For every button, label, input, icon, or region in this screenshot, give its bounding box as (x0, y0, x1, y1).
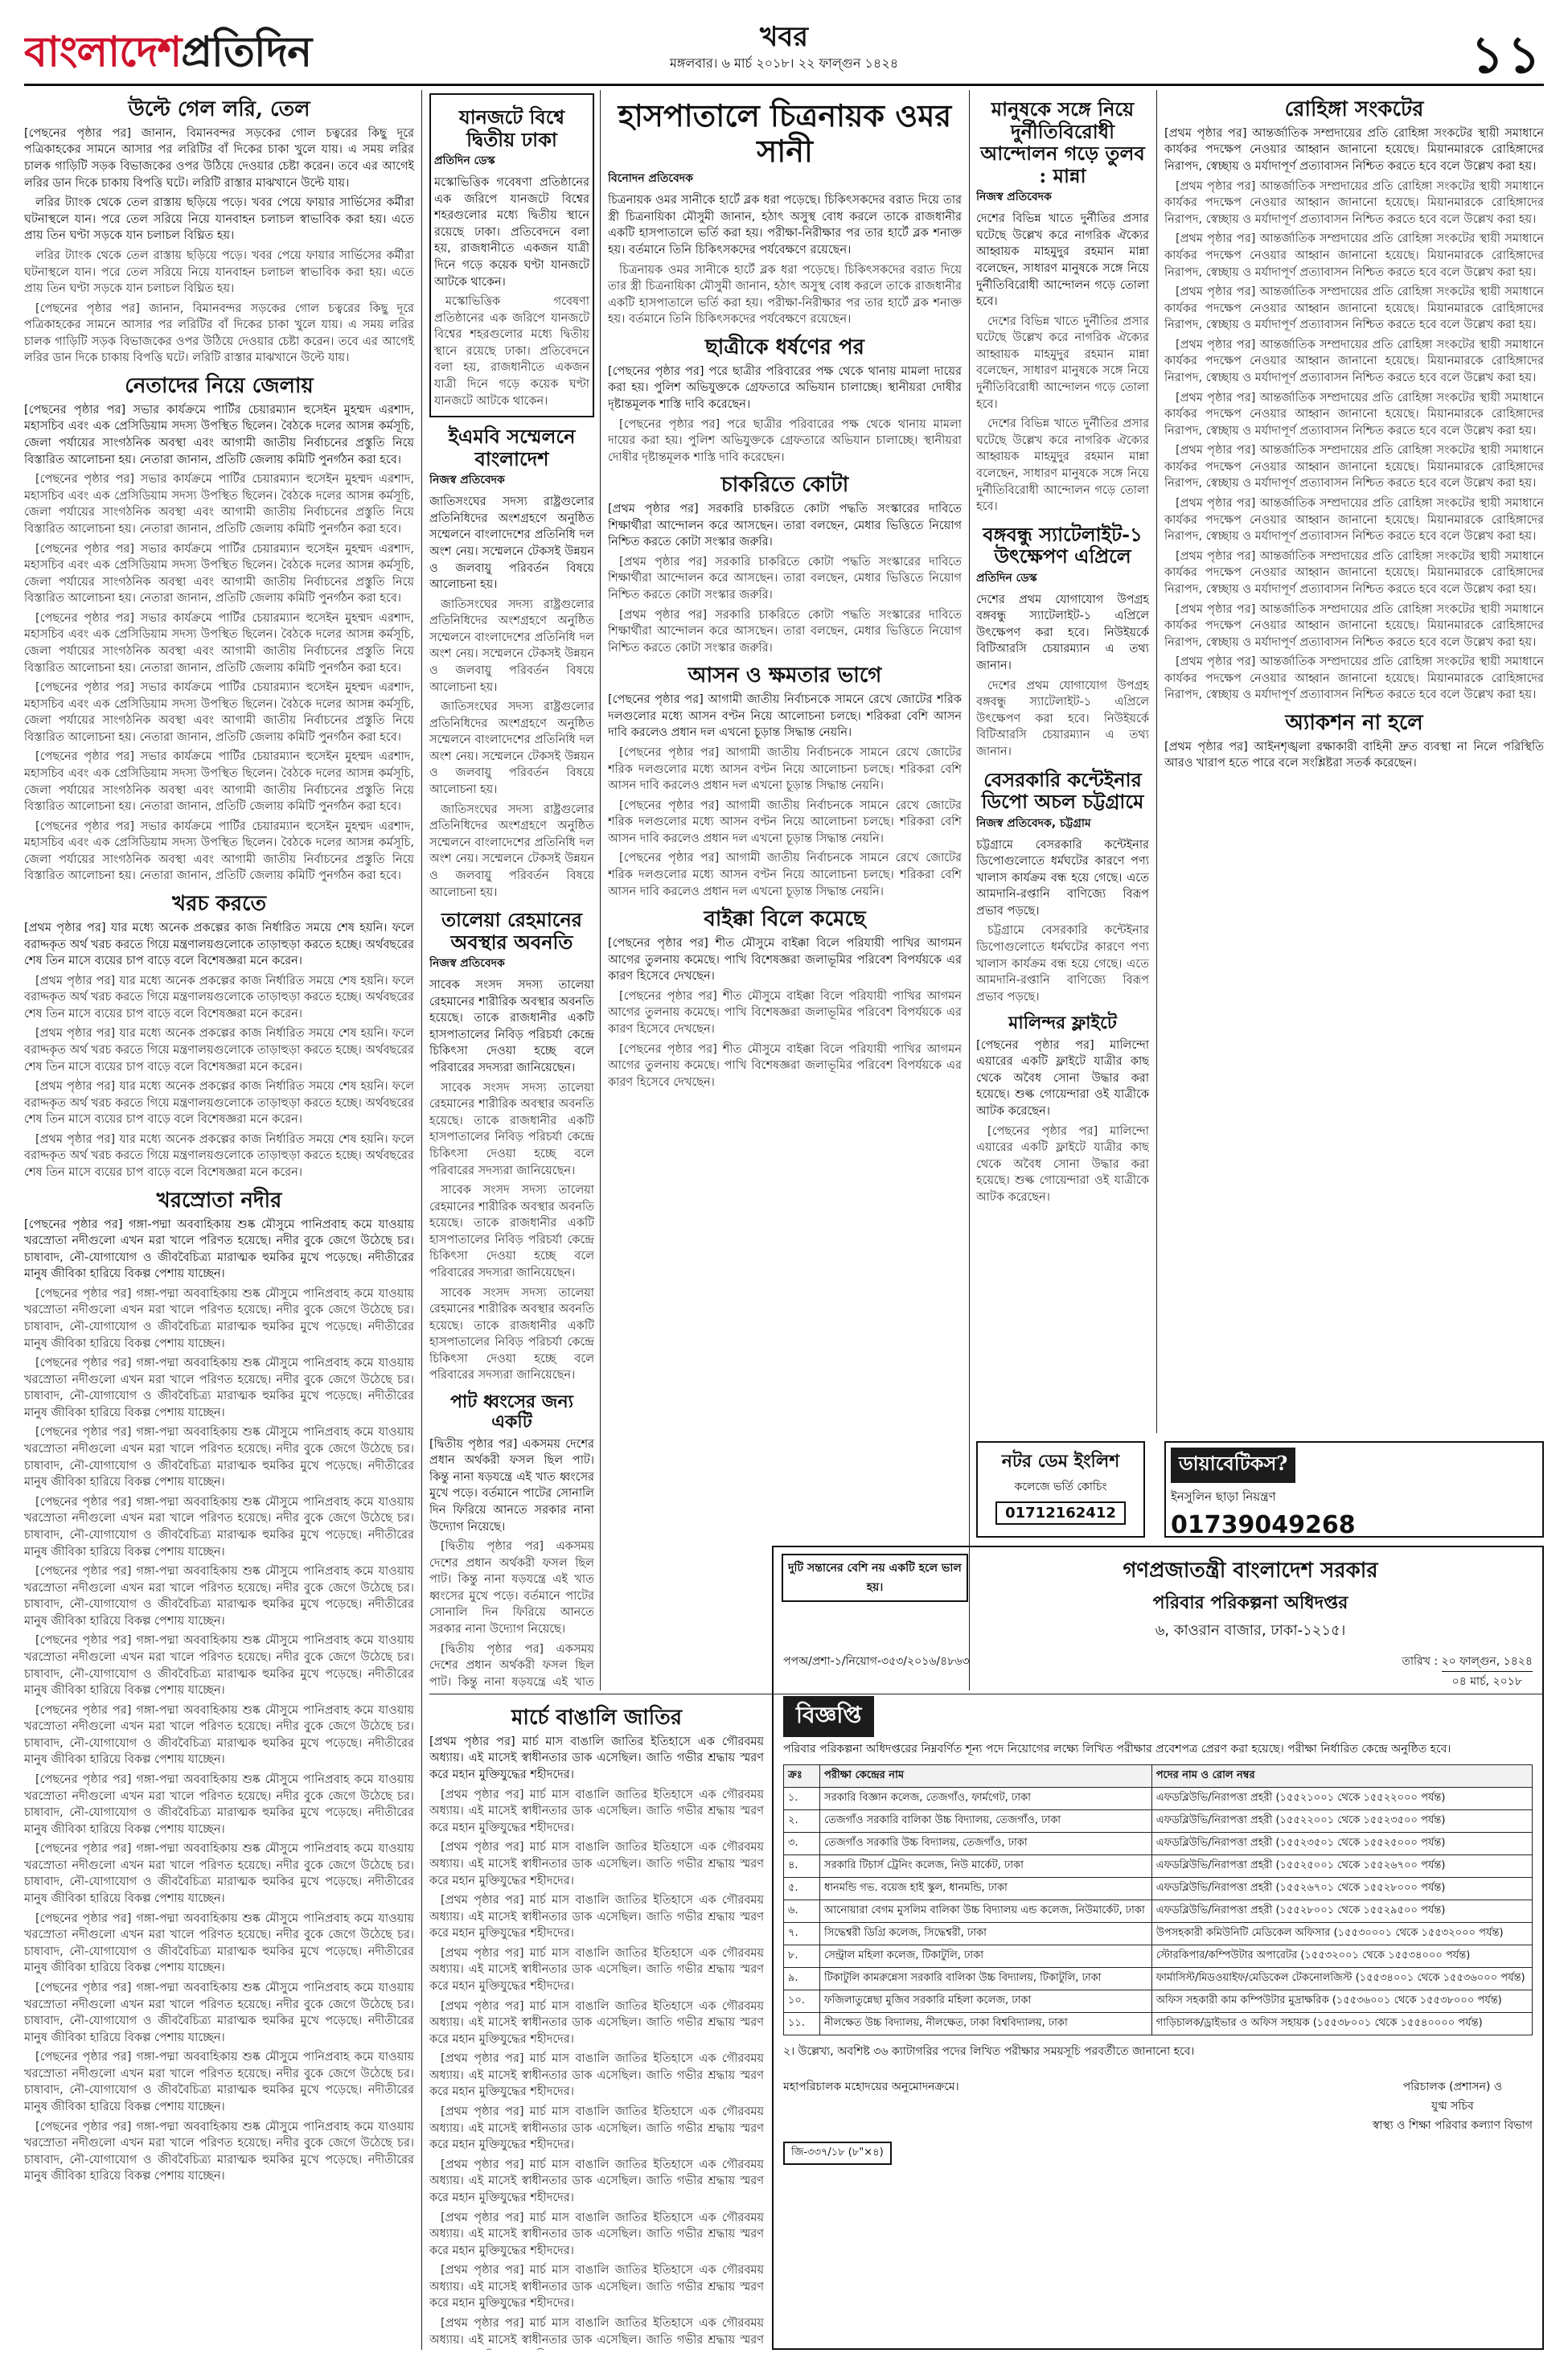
table-cell: এফডব্লিউভি/নিরাপত্তা প্রহরী (১৫৫২২০০১ থেকে ১৫৫২৩৫০০ পর্যন্ত) (1151, 1809, 1532, 1832)
article-text: [পেছনের পৃষ্ঠার পর] গঙ্গা-পদ্মা অববাহিকায় শুষ্ক মৌসুমে পানিপ্রবাহ কমে যাওয়ায় খরস্রোতা নদীগুলো এখন মরা খালে পরিণত হয়েছে। নদীর বুকে জেগে উঠেছে চর। চাষাবাদ, নৌ-যোগাযোগ ও জীববৈচিত্র্য মারাত্মক হুমকির মুখে পড়েছে। নদীতীরের মানুষ জীবিকা হারিয়ে বিকল্প পেশায় যাচ্ছেন। (24, 1912, 414, 1975)
article-text: [পেছনের পৃষ্ঠার পর] আগামী জাতীয় নির্বাচনকে সামনে রেখে জোটের শরিক দলগুলোর মধ্যে আসন বণ্টন নিয়ে আলোচনা চলছে। শরিকরা বেশি আসন দাবি করলেও প্রধান দল এখনো চূড়ান্ত সিদ্ধান্ত নেয়নি। (608, 745, 962, 793)
article-text: [পেছনের পৃষ্ঠার পর] মালিন্দো এয়ারের একটি ফ্লাইটে যাত্রীর কাছ থেকে অবৈধ সোনা উদ্ধার করা হয়েছে। শুল্ক গোয়েন্দারা ওই যাত্রীকে আটক করেছেন। (976, 1124, 1149, 1204)
article-text: [প্রথম পৃষ্ঠার পর] মার্চ মাস বাঙালি জাতির ইতিহাসে এক গৌরবময় অধ্যায়। এই মাসেই স্বাধীনতার ডাক এসেছিল। জাতি গভীর শ্রদ্ধায় স্মরণ করে মহান মুক্তিযুদ্ধের শহীদদের। (429, 1735, 764, 1782)
table-row (784, 1832, 1533, 1854)
boxed-story (429, 93, 594, 417)
byline: প্রতিদিন ডেস্ক (434, 154, 495, 168)
government-notice (772, 1546, 1544, 2350)
headline[interactable]: যানজটে বিশ্বে দ্বিতীয় ঢাকা (458, 105, 565, 151)
article-text: দেশের বিভিন্ন খাতে দুর্নীতির প্রসার ঘটেছে উল্লেখ করে নাগরিক ঐক্যের আহ্বায়ক মাহমুদুর রহমান মান্না বলেছেন, সাধারণ মানুষকে সঙ্গে নিয়ে দুর্নীতিবিরোধী আন্দোলন গড়ে তোলা হবে। (976, 314, 1149, 411)
table-cell: ১০. (784, 1990, 820, 2012)
article-text: [পেছনের পৃষ্ঠার পর] শীত মৌসুমে বাইক্কা বিলে পরিযায়ী পাখির আগমন আগের তুলনায় কমেছে। পাখি বিশেষজ্ঞরা জলাভূমির পরিবেশ বিপর্যয়কে এর কারণ হিসেবে দেখছেন। (608, 1042, 962, 1089)
article-text: [প্রথম পৃষ্ঠার পর] আন্তর্জাতিক সম্প্রদায়ের প্রতি রোহিঙ্গা সংকটের স্থায়ী সমাধানে কার্যকর পদক্ষেপ নেওয়ার আহ্বান জানানো হয়েছে। মিয়ানমারকে রোহিঙ্গাদের নিরাপদ, স্বেচ্ছায় ও মর্যাদাপূর্ণ প্রত্যাবাসন নিশ্চিত করতে হবে বলে উল্লেখ করা হয়। (1164, 338, 1544, 384)
table-row (784, 1787, 1533, 1809)
column-divider (600, 90, 601, 1690)
table-cell: গাড়িচালক/ড্রাইভার ও অফিস সহায়ক (১৫৫৩৮০০১ থেকে ১৫৫৪০০০০ পর্যন্ত) (1151, 2012, 1532, 2035)
column-2 (429, 90, 594, 1690)
article-text: চট্টগ্রামে বেসরকারি কন্টেইনার ডিপোগুলোতে ধর্মঘটের কারণে পণ্য খালাস কার্যক্রম বন্ধ হয়ে গেছে। এতে আমদানি-রপ্তানি বাণিজ্যে বিরূপ প্রভাব পড়ছে। (976, 924, 1149, 1004)
article-text: [পেছনের পৃষ্ঠার পর] আগামী জাতীয় নির্বাচনকে সামনে রেখে জোটের শরিক দলগুলোর মধ্যে আসন বণ্টন নিয়ে আলোচনা চলছে। শরিকরা বেশি আসন দাবি করলেও প্রধান দল এখনো চূড়ান্ত সিদ্ধান্ত নেয়নি। (608, 852, 962, 898)
article-text: [পেছনের পৃষ্ঠার পর] গঙ্গা-পদ্মা অববাহিকায় শুষ্ক মৌসুমে পানিপ্রবাহ কমে যাওয়ায় খরস্রোতা নদীগুলো এখন মরা খালে পরিণত হয়েছে। নদীর বুকে জেগে উঠেছে চর। চাষাবাদ, নৌ-যোগাযোগ ও জীববৈচিত্র্য মারাত্মক হুমকির মুখে পড়েছে। নদীতীরের মানুষ জীবিকা হারিয়ে বিকল্প পেশায় যাচ্ছেন। (24, 2051, 414, 2113)
column-divider (1156, 90, 1157, 1433)
logo-part2: প্রতিদিন (181, 27, 312, 74)
article-text: [পেছনের পৃষ্ঠার পর] গঙ্গা-পদ্মা অববাহিকায় শুষ্ক মৌসুমে পানিপ্রবাহ কমে যাওয়ায় খরস্রোতা নদীগুলো এখন মরা খালে পরিণত হয়েছে। নদীর বুকে জেগে উঠেছে চর। চাষাবাদ, নৌ-যোগাযোগ ও জীববৈচিত্র্য মারাত্মক হুমকির মুখে পড়েছে। নদীতীরের মানুষ জীবিকা হারিয়ে বিকল্প পেশায় যাচ্ছেন। (24, 2120, 414, 2183)
article-text: [প্রথম পৃষ্ঠার পর] মার্চ মাস বাঙালি জাতির ইতিহাসে এক গৌরবময় অধ্যায়। এই মাসেই স্বাধীনতার ডাক এসেছিল। জাতি গভীর শ্রদ্ধায় স্মরণ করে মহান মুক্তিযুদ্ধের শহীদদের। (429, 2158, 764, 2204)
article-text: [পেছনের পৃষ্ঠার পর] জানান, বিমানবন্দর সড়কের গোল চত্বরের কিছু দূরে পত্রিকাহকের সামনে আসার পর লরিটির বাঁ দিকের চাকা খুলে যায়। এ সময় লরির চালক গাড়িটি সড়ক বিভাজকের ওপর উঠিয়ে দেওয়ার চেষ্টা করেন। তবে এর আগেই লরির ডান দিকে চাকায় বিপত্তি ঘটে। লরিটি রাস্তার মাঝখানে উল্টে যায়। (24, 126, 414, 190)
table-cell: ৭. (784, 1922, 820, 1945)
table-cell: টিকাটুলি কামরুন্নেসা সরকারি বালিকা উচ্চ বিদ্যালয়, টিকাটুলি, ঢাকা (820, 1967, 1152, 1990)
article-text: [পেছনের পৃষ্ঠার পর] আগামী জাতীয় নির্বাচনকে সামনে রেখে জোটের শরিক দলগুলোর মধ্যে আসন বণ্টন নিয়ে আলোচনা চলছে। শরিকরা বেশি আসন দাবি করলেও প্রধান দল এখনো চূড়ান্ত সিদ্ধান্ত নেয়নি। (608, 693, 962, 740)
notice-department: পরিবার পরিকল্পনা অধিদপ্তর (1152, 1592, 1348, 1613)
table-row (784, 2012, 1533, 2035)
article-text: সাবেক সংসদ সদস্য তালেয়া রেহমানের শারীরিক অবস্থার অবনতি হয়েছে। তাকে রাজধানীর একটি হাসপাতালের নিবিড় পরিচর্যা কেন্দ্রে চিকিৎসা দেওয়া হচ্ছে বলে পরিবারের সদস্যরা জানিয়েছেন। (429, 1184, 594, 1279)
logo-part1: বাংলাদেশ (24, 27, 182, 74)
table-cell: ৬. (784, 1900, 820, 1922)
article-text: [প্রথম পৃষ্ঠার পর] আন্তর্জাতিক সম্প্রদায়ের প্রতি রোহিঙ্গা সংকটের স্থায়ী সমাধানে কার্যকর পদক্ষেপ নেওয়ার আহ্বান জানানো হয়েছে। মিয়ানমারকে রোহিঙ্গাদের নিরাপদ, স্বেচ্ছায় ও মর্যাদাপূর্ণ প্রত্যাবাসন নিশ্চিত করতে হবে বলে উল্লেখ করা হয়। (1164, 497, 1544, 544)
headline[interactable]: বাইক্কা বিলে কমেছে (704, 907, 866, 932)
table-cell: তেজগাঁও সরকারি বালিকা উচ্চ বিদ্যালয়, তেজগাঁও, ঢাকা (820, 1809, 1152, 1832)
article-text: [পেছনের পৃষ্ঠার পর] গঙ্গা-পদ্মা অববাহিকায় শুষ্ক মৌসুমে পানিপ্রবাহ কমে যাওয়ায় খরস্রোতা নদীগুলো এখন মরা খালে পরিণত হয়েছে। নদীর বুকে জেগে উঠেছে চর। চাষাবাদ, নৌ-যোগাযোগ ও জীববৈচিত্র্য মারাত্মক হুমকির মুখে পড়েছে। নদীতীরের মানুষ জীবিকা হারিয়ে বিকল্প পেশায় যাচ্ছেন। (24, 1218, 414, 1281)
notice-ref-row (783, 1652, 1533, 1691)
table-cell: ৯. (784, 1967, 820, 1990)
article-text: [প্রথম পৃষ্ঠার পর] মার্চ মাস বাঙালি জাতির ইতিহাসে এক গৌরবময় অধ্যায়। এই মাসেই স্বাধীনতার ডাক এসেছিল। জাতি গভীর শ্রদ্ধায় স্মরণ করে মহান মুক্তিযুদ্ধের শহীদদের। (429, 1788, 764, 1834)
article-text: [প্রথম পৃষ্ঠার পর] আন্তর্জাতিক সম্প্রদায়ের প্রতি রোহিঙ্গা সংকটের স্থায়ী সমাধানে কার্যকর পদক্ষেপ নেওয়ার আহ্বান জানানো হয়েছে। মিয়ানমারকে রোহিঙ্গাদের নিরাপদ, স্বেচ্ছায় ও মর্যাদাপূর্ণ প্রত্যাবাসন নিশ্চিত করতে হবে বলে উল্লেখ করা হয়। (1164, 285, 1544, 332)
article-text: সাবেক সংসদ সদস্য তালেয়া রেহমানের শারীরিক অবস্থার অবনতি হয়েছে। তাকে রাজধানীর একটি হাসপাতালের নিবিড় পরিচর্যা কেন্দ্রে চিকিৎসা দেওয়া হচ্ছে বলে পরিবারের সদস্যরা জানিয়েছেন। (429, 1081, 594, 1177)
article-text: [পেছনের পৃষ্ঠার পর] গঙ্গা-পদ্মা অববাহিকায় শুষ্ক মৌসুমে পানিপ্রবাহ কমে যাওয়ায় খরস্রোতা নদীগুলো এখন মরা খালে পরিণত হয়েছে। নদীর বুকে জেগে উঠেছে চর। চাষাবাদ, নৌ-যোগাযোগ ও জীববৈচিত্র্য মারাত্মক হুমকির মুখে পড়েছে। নদীতীরের মানুষ জীবিকা হারিয়ে বিকল্প পেশায় যাচ্ছেন। (24, 1426, 414, 1489)
article-text: [পেছনের পৃষ্ঠার পর] পরে ছাত্রীর পরিবারের পক্ষ থেকে থানায় মামলা দায়ের করা হয়। পুলিশ অভিযুক্তকে গ্রেফতারে অভিযান চালাচ্ছে। স্থানীয়রা দোষীর দৃষ্টান্তমূলক শাস্তি দাবি করেছেন। (608, 364, 962, 411)
byline: নিজস্ব প্রতিবেদক (429, 474, 505, 487)
headline[interactable]: খরস্রোতা নদীর (156, 1188, 282, 1213)
article-text: [প্রথম পৃষ্ঠার পর] মার্চ মাস বাঙালি জাতির ইতিহাসে এক গৌরবময় অধ্যায়। এই মাসেই স্বাধীনতার ডাক এসেছিল। জাতি গভীর শ্রদ্ধায় স্মরণ করে মহান মুক্তিযুদ্ধের শহীদদের। (429, 1841, 764, 1887)
article-text: [পেছনের পৃষ্ঠার পর] জানান, বিমানবন্দর সড়কের গোল চত্বরের কিছু দূরে পত্রিকাহকের সামনে আসার পর লরিটির বাঁ দিকের চাকা খুলে যায়। এ সময় লরির চালক গাড়িটি সড়ক বিভাজকের ওপর উঠিয়ে দেওয়ার চেষ্টা করেন। তবে এর আগেই লরির ডান দিকে চাকায় বিপত্তি ঘটে। লরিটি রাস্তার মাঝখানে উল্টে যায়। (24, 302, 414, 365)
article-text: চিত্রনায়ক ওমর সানীকে হার্টে ব্লক ধরা পড়েছে। চিকিৎসকদের বরাত দিয়ে তার স্ত্রী চিত্রনায়িকা মৌসুমী জানান, হঠাৎ অসুস্থ বোধ করলে তাকে রাজধানীর একটি হাসপাতালে ভর্তি করা হয়। পরীক্ষা-নিরীক্ষার পর তার হার্টে ব্লক শনাক্ত হয়। বর্তমানে তিনি চিকিৎসকদের পর্যবেক্ষণে রয়েছেন। (608, 263, 962, 327)
article-text: [পেছনের পৃষ্ঠার পর] সভার কার্যক্রমে পার্টির চেয়ারম্যান হুসেইন মুহম্মদ এরশাদ, মহাসচিব এবং এক প্রেসিডিয়াম সদস্য উপস্থিত ছিলেন। বৈঠকে দলের আসন্ন কর্মসূচি, জেলা পর্যায়ের সাংগঠনিক অবস্থা এবং আগামী জাতীয় নির্বাচনের প্রস্তুতি নিয়ে বিস্তারিত আলোচনা হয়। নেতারা জানান, প্রতিটি জেলায় কমিটি পুনর্গঠন করা হবে। (24, 473, 414, 536)
article-text: দেশের বিভিন্ন খাতে দুর্নীতির প্রসার ঘটেছে উল্লেখ করে নাগরিক ঐক্যের আহ্বায়ক মাহমুদুর রহমান মান্না বলেছেন, সাধারণ মানুষকে সঙ্গে নিয়ে দুর্নীতিবিরোধী আন্দোলন গড়ে তোলা হবে। (976, 417, 1149, 514)
table-cell: ফজিলাতুন্নেছা মুজিব সরকারি মহিলা কলেজ, ঢাকা (820, 1990, 1152, 2012)
article-text: [পেছনের পৃষ্ঠার পর] সভার কার্যক্রমে পার্টির চেয়ারম্যান হুসেইন মুহম্মদ এরশাদ, মহাসচিব এবং এক প্রেসিডিয়াম সদস্য উপস্থিত ছিলেন। বৈঠকে দলের আসন্ন কর্মসূচি, জেলা পর্যায়ের সাংগঠনিক অবস্থা এবং আগামী জাতীয় নির্বাচনের প্রস্তুতি নিয়ে বিস্তারিত আলোচনা হয়। নেতারা জানান, প্রতিটি জেলায় কমিটি পুনর্গঠন করা হবে। (24, 750, 414, 814)
notice-reference: পপঅ/প্রশা-১/নিয়োগ-৩৫৩/২০১৬/৪৮৬৩ (783, 1655, 970, 1668)
article-text: [প্রথম পৃষ্ঠার পর] যার মধ্যে অনেক প্রকল্পের কাজ নির্ধারিত সময়ে শেষ হয়নি। ফলে বরাদ্দকৃত অর্থ খরচ করতে গিয়ে মন্ত্রণালয়গুলোকে তাড়াহুড়া করতে হচ্ছে। অর্থবছরের শেষ তিন মাসে ব্যয়ের চাপ বাড়ে বলে বিশেষজ্ঞরা মনে করেন। (24, 1132, 414, 1180)
byline: বিনোদন প্রতিবেদক (608, 172, 693, 186)
article-text: [পেছনের পৃষ্ঠার পর] মালিন্দো এয়ারের একটি ফ্লাইটে যাত্রীর কাছ থেকে অবৈধ সোনা উদ্ধার করা হয়েছে। শুল্ক গোয়েন্দারা ওই যাত্রীকে আটক করেছেন। (976, 1038, 1149, 1118)
family-planning-slogan: দুটি সন্তানের বেশি নয় একটি হলে ভাল হয়। (782, 1554, 968, 1602)
masthead-rule (24, 84, 1544, 86)
exam-center-table (783, 1764, 1533, 2035)
article-text: [প্রথম পৃষ্ঠার পর] সরকারি চাকরিতে কোটা পদ্ধতি সংস্কারের দাবিতে শিক্ষার্থীরা আন্দোলন করে আসছেন। তারা বলছেন, মেধার ভিত্তিতে নিয়োগ নিশ্চিত করতে কোটা সংস্কার জরুরি। (608, 608, 962, 655)
article-text: লরির ট্যাংক থেকে তেল রাস্তায় ছড়িয়ে পড়ে। খবর পেয়ে ফায়ার সার্ভিসের কর্মীরা ঘটনাস্থলে যান। পরে তেল সরিয়ে নিয়ে যানবাহন চলাচল স্বাভাবিক করা হয়। এতে প্রায় তিন ঘণ্টা সড়কে যান চলাচল বিঘ্নিত হয়। (24, 248, 414, 296)
article-text: [প্রথম পৃষ্ঠার পর] আন্তর্জাতিক সম্প্রদায়ের প্রতি রোহিঙ্গা সংকটের স্থায়ী সমাধানে কার্যকর পদক্ষেপ নেওয়ার আহ্বান জানানো হয়েছে। মিয়ানমারকে রোহিঙ্গাদের নিরাপদ, স্বেচ্ছায় ও মর্যাদাপূর্ণ প্রত্যাবাসন নিশ্চিত করতে হবে বলে উল্লেখ করা হয়। (1164, 126, 1544, 174)
table-row (784, 1945, 1533, 1967)
article-text: চিত্রনায়ক ওমর সানীকে হার্টে ব্লক ধরা পড়েছে। চিকিৎসকদের বরাত দিয়ে তার স্ত্রী চিত্রনায়িকা মৌসুমী জানান, হঠাৎ অসুস্থ বোধ করলে তাকে রাজধানীর একটি হাসপাতালে ভর্তি করা হয়। পরীক্ষা-নিরীক্ষার পর তার হার্টে ব্লক শনাক্ত হয়। বর্তমানে তিনি চিকিৎসকদের পর্যবেক্ষণে রয়েছেন। (608, 194, 962, 257)
headline[interactable]: অ্যাকশন না হলে (1285, 710, 1423, 735)
headline[interactable]: মানুষকে সঙ্গে নিয়ে দুর্নীতিবিরোধী আন্দোলন গড়ে তুলব : মান্না (980, 97, 1145, 187)
article-text: [প্রথম পৃষ্ঠার পর] মার্চ মাস বাঙালি জাতির ইতিহাসে এক গৌরবময় অধ্যায়। এই মাসেই স্বাধীনতার ডাক এসেছিল। জাতি গভীর শ্রদ্ধায় স্মরণ করে মহান মুক্তিযুদ্ধের শহীদদের। (429, 1999, 764, 2046)
table-row (784, 1967, 1533, 1990)
col-roll: পদের নাম ও রোল নম্বর (1151, 1764, 1532, 1787)
table-cell: এফডব্লিউভি/নিরাপত্তা প্রহরী (১৫৫২৫০০১ থেকে ১৫৫২৬৭০০ পর্যন্ত) (1151, 1854, 1532, 1877)
table-cell: স্টোরকিপার/কম্পিউটার অপারেটর (১৫৫৩২০০১ থেকে ১৫৫৩৪০০০ পর্যন্ত) (1151, 1945, 1532, 1967)
article-text: সাবেক সংসদ সদস্য তালেয়া রেহমানের শারীরিক অবস্থার অবনতি হয়েছে। তাকে রাজধানীর একটি হাসপাতালের নিবিড় পরিচর্যা কেন্দ্রে চিকিৎসা দেওয়া হচ্ছে বলে পরিবারের সদস্যরা জানিয়েছেন। (429, 979, 594, 1075)
headline[interactable]: উল্টে গেল লরি, তেল (128, 97, 310, 121)
ad-subtitle: কলেজে ভর্তি কোচিং (1014, 1481, 1107, 1493)
article-text: [প্রথম পৃষ্ঠার পর] যার মধ্যে অনেক প্রকল্পের কাজ নির্ধারিত সময়ে শেষ হয়নি। ফলে বরাদ্দকৃত অর্থ খরচ করতে গিয়ে মন্ত্রণালয়গুলোকে তাড়াহুড়া করতে হচ্ছে। অর্থবছরের শেষ তিন মাসে ব্যয়ের চাপ বাড়ে বলে বিশেষজ্ঞরা মনে করেন। (24, 921, 414, 968)
coaching-ad[interactable] (976, 1441, 1145, 1538)
ad-phone: 01712162412 (995, 1501, 1126, 1525)
table-cell: ১১. (784, 2012, 820, 2035)
article-text: জাতিসংঘের সদস্য রাষ্ট্রগুলোর প্রতিনিধিদের অংশগ্রহণে অনুষ্ঠিত সম্মেলনে বাংলাদেশের প্রতিনিধি দল অংশ নেয়। সম্মেলনে টেকসই উন্নয়ন ও জলবায়ু পরিবর্তন বিষয়ে আলোচনা হয়। (429, 495, 594, 592)
headline[interactable]: খরচ করতে (172, 892, 266, 917)
headline[interactable]: চাকরিতে কোটা (720, 473, 849, 498)
article-text: [পেছনের পৃষ্ঠার পর] আগামী জাতীয় নির্বাচনকে সামনে রেখে জোটের শরিক দলগুলোর মধ্যে আসন বণ্টন নিয়ে আলোচনা চলছে। শরিকরা বেশি আসন দাবি করলেও প্রধান দল এখনো চূড়ান্ত সিদ্ধান্ত নেয়নি। (608, 799, 962, 845)
article-text: [প্রথম পৃষ্ঠার পর] যার মধ্যে অনেক প্রকল্পের কাজ নির্ধারিত সময়ে শেষ হয়নি। ফলে বরাদ্দকৃত অর্থ খরচ করতে গিয়ে মন্ত্রণালয়গুলোকে তাড়াহুড়া করতে হচ্ছে। অর্থবছরের শেষ তিন মাসে ব্যয়ের চাপ বাড়ে বলে বিশেষজ্ঞরা মনে করেন। (24, 1080, 414, 1127)
article-text: [পেছনের পৃষ্ঠার পর] সভার কার্যক্রমে পার্টির চেয়ারম্যান হুসেইন মুহম্মদ এরশাদ, মহাসচিব এবং এক প্রেসিডিয়াম সদস্য উপস্থিত ছিলেন। বৈঠকে দলের আসন্ন কর্মসূচি, জেলা পর্যায়ের সাংগঠনিক অবস্থা এবং আগামী জাতীয় নির্বাচনের প্রস্তুতি নিয়ে বিস্তারিত আলোচনা হয়। নেতারা জানান, প্রতিটি জেলায় কমিটি পুনর্গঠন করা হবে। (24, 681, 414, 744)
ad-subtitle: ইনসুলিন ছাড়া নিয়ন্ত্রণ (1171, 1489, 1276, 1504)
diabetes-ad[interactable] (1164, 1441, 1544, 1538)
article-text: [প্রথম পৃষ্ঠার পর] আন্তর্জাতিক সম্প্রদায়ের প্রতি রোহিঙ্গা সংকটের স্থায়ী সমাধানে কার্যকর পদক্ষেপ নেওয়ার আহ্বান জানানো হয়েছে। মিয়ানমারকে রোহিঙ্গাদের নিরাপদ, স্বেচ্ছায় ও মর্যাদাপূর্ণ প্রত্যাবাসন নিশ্চিত করতে হবে বলে উল্লেখ করা হয়। (1164, 655, 1544, 702)
table-row (784, 1900, 1533, 1922)
headline[interactable]: পাট ধ্বংসের জন্য একটি (449, 1391, 573, 1433)
ad-phone: 01739049268 (1171, 1511, 1356, 1538)
table-cell: আনোয়ারা বেগম মুসলিম বালিকা উচ্চ বিদ্যালয় এন্ড কলেজ, নিউমার্কেট, ঢাকা (820, 1900, 1152, 1922)
column-5 (1164, 90, 1544, 1433)
headline[interactable]: রোহিঙ্গা সংকটের (1284, 97, 1424, 121)
notice-government: গণপ্রজাতন্ত্রী বাংলাদেশ সরকার (1123, 1559, 1378, 1583)
notice-date: তারিখ : ২০ ফাল্গুন, ১৪২৪ ০৪ মার্চ, ২০১৮ (1402, 1652, 1533, 1691)
article-text: [পেছনের পৃষ্ঠার পর] গঙ্গা-পদ্মা অববাহিকায় শুষ্ক মৌসুমে পানিপ্রবাহ কমে যাওয়ায় খরস্রোতা নদীগুলো এখন মরা খালে পরিণত হয়েছে। নদীর বুকে জেগে উঠেছে চর। চাষাবাদ, নৌ-যোগাযোগ ও জীববৈচিত্র্য মারাত্মক হুমকির মুখে পড়েছে। নদীতীরের মানুষ জীবিকা হারিয়ে বিকল্প পেশায় যাচ্ছেন। (24, 1842, 414, 1906)
article-text: [পেছনের পৃষ্ঠার পর] গঙ্গা-পদ্মা অববাহিকায় শুষ্ক মৌসুমে পানিপ্রবাহ কমে যাওয়ায় খরস্রোতা নদীগুলো এখন মরা খালে পরিণত হয়েছে। নদীর বুকে জেগে উঠেছে চর। চাষাবাদ, নৌ-যোগাযোগ ও জীববৈচিত্র্য মারাত্মক হুমকির মুখে পড়েছে। নদীতীরের মানুষ জীবিকা হারিয়ে বিকল্প পেশায় যাচ্ছেন। (24, 1565, 414, 1628)
article-text: চট্টগ্রামে বেসরকারি কন্টেইনার ডিপোগুলোতে ধর্মঘটের কারণে পণ্য খালাস কার্যক্রম বন্ধ হয়ে গেছে। এতে আমদানি-রপ্তানি বাণিজ্যে বিরূপ প্রভাব পড়ছে। (976, 838, 1149, 918)
article-text: [দ্বিতীয় পৃষ্ঠার পর] একসময় দেশের প্রধান অর্থকরী ফসল ছিল পাট। কিন্তু নানা ষড়যন্ত্রে এই খাত ধ্বংসের মুখে পড়ে। বর্তমানে পাটের সোনালি দিন ফিরিয়ে আনতে সরকার নানা উদ্যোগ নিয়েছে। (429, 1437, 594, 1534)
article-text: [প্রথম পৃষ্ঠার পর] মার্চ মাস বাঙালি জাতির ইতিহাসে এক গৌরবময় অধ্যায়। এই মাসেই স্বাধীনতার ডাক এসেছিল। জাতি গভীর শ্রদ্ধায় স্মরণ করে মহান মুক্তিযুদ্ধের শহীদদের। (429, 2264, 764, 2310)
lead-headline[interactable]: হাসপাতালে চিত্রনায়ক ওমর সানী (618, 97, 952, 169)
article-text: [প্রথম পৃষ্ঠার পর] মার্চ মাস বাঙালি জাতির ইতিহাসে এক গৌরবময় অধ্যায়। এই মাসেই স্বাধীনতার ডাক এসেছিল। জাতি গভীর শ্রদ্ধায় স্মরণ করে মহান মুক্তিযুদ্ধের শহীদদের। (429, 2211, 764, 2257)
article-text: [প্রথম পৃষ্ঠার পর] আন্তর্জাতিক সম্প্রদায়ের প্রতি রোহিঙ্গা সংকটের স্থায়ী সমাধানে কার্যকর পদক্ষেপ নেওয়ার আহ্বান জানানো হয়েছে। মিয়ানমারকে রোহিঙ্গাদের নিরাপদ, স্বেচ্ছায় ও মর্যাদাপূর্ণ প্রত্যাবাসন নিশ্চিত করতে হবে বলে উল্লেখ করা হয়। (1164, 602, 1544, 649)
article-text: [পেছনের পৃষ্ঠার পর] সভার কার্যক্রমে পার্টির চেয়ারম্যান হুসেইন মুহম্মদ এরশাদ, মহাসচিব এবং এক প্রেসিডিয়াম সদস্য উপস্থিত ছিলেন। বৈঠকে দলের আসন্ন কর্মসূচি, জেলা পর্যায়ের সাংগঠনিক অবস্থা এবং আগামী জাতীয় নির্বাচনের প্রস্তুতি নিয়ে বিস্তারিত আলোচনা হয়। নেতারা জানান, প্রতিটি জেলায় কমিটি পুনর্গঠন করা হবে। (24, 403, 414, 466)
notice-footnote: ২। উল্লেখ্য, অবশিষ্ট ৩৬ ক্যাটাগরির পদের লিখিত পরীক্ষার সময়সূচি পরবর্তীতে জানানো হবে। (783, 2044, 1195, 2058)
article-text: [প্রথম পৃষ্ঠার পর] মার্চ মাস বাঙালি জাতির ইতিহাসে এক গৌরবময় অধ্যায়। এই মাসেই স্বাধীনতার ডাক এসেছিল। জাতি গভীর শ্রদ্ধায় স্মরণ করে মহান মুক্তিযুদ্ধের শহীদদের। (429, 2105, 764, 2152)
notice-address: ৬, কাওরান বাজার, ঢাকা-১২১৫। (1155, 1622, 1346, 1639)
table-cell: নীলক্ষেত উচ্চ বিদ্যালয়, নীলক্ষেত, ঢাকা বিশ্ববিদ্যালয়, ঢাকা (820, 2012, 1152, 2035)
headline[interactable]: বঙ্গবন্ধু স্যাটেলাইট-১ উৎক্ষেপণ এপ্রিলে (983, 522, 1143, 569)
article-text: [প্রথম পৃষ্ঠার পর] মার্চ মাস বাঙালি জাতির ইতিহাসে এক গৌরবময় অধ্যায়। এই মাসেই স্বাধীনতার ডাক এসেছিল। জাতি গভীর শ্রদ্ধায় স্মরণ করে মহান মুক্তিযুদ্ধের শহীদদের। (429, 1894, 764, 1941)
column-divider (421, 90, 422, 2350)
article-text: [পেছনের পৃষ্ঠার পর] গঙ্গা-পদ্মা অববাহিকায় শুষ্ক মৌসুমে পানিপ্রবাহ কমে যাওয়ায় খরস্রোতা নদীগুলো এখন মরা খালে পরিণত হয়েছে। নদীর বুকে জেগে উঠেছে চর। চাষাবাদ, নৌ-যোগাযোগ ও জীববৈচিত্র্য মারাত্মক হুমকির মুখে পড়েছে। নদীতীরের মানুষ জীবিকা হারিয়ে বিকল্প পেশায় যাচ্ছেন। (24, 1287, 414, 1350)
table-cell: এফডব্লিউভি/নিরাপত্তা প্রহরী (১৫৫২১০০১ থেকে ১৫৫২২০০০ পর্যন্ত) (1151, 1787, 1532, 1809)
notice-title: বিজ্ঞপ্তি (783, 1696, 874, 1737)
col-center: পরীক্ষা কেন্দ্রের নাম (820, 1764, 1152, 1787)
table-cell: এফডব্লিউভি/নিরাপত্তা প্রহরী (১৫৫২৬৭০১ থেকে ১৫৫২৮০০০ পর্যন্ত) (1151, 1877, 1532, 1900)
article-text: দেশের প্রথম যোগাযোগ উপগ্রহ বঙ্গবন্ধু স্যাটেলাইট-১ এপ্রিলে উৎক্ষেপণ করা হবে। নিউইয়র্কে বিটিআরসি চেয়ারম্যান এ তথ্য জানান। (976, 593, 1149, 673)
notice-intro: পরিবার পরিকল্পনা অধিদপ্তরের নিম্নবর্ণিত শূন্য পদে নিয়োগের লক্ষ্যে লিখিত পরীক্ষার প্রবেশপত্র প্রেরণ করা হয়েছে। পরীক্ষা নির্ধারিত কেন্দ্রে অনুষ্ঠিত হবে। (783, 1743, 1451, 1756)
table-row (784, 1854, 1533, 1877)
article-text: [দ্বিতীয় পৃষ্ঠার পর] একসময় দেশের প্রধান অর্থকরী ফসল ছিল পাট। কিন্তু নানা ষড়যন্ত্রে এই খাত ধ্বংসের মুখে পড়ে। বর্তমানে পাটের সোনালি দিন ফিরিয়ে আনতে সরকার নানা উদ্যোগ নিয়েছে। (429, 1540, 594, 1636)
headline[interactable]: বেসরকারি কন্টেইনার ডিপো অচল চট্টগ্রামে (981, 767, 1144, 814)
article-text: [পেছনের পৃষ্ঠার পর] গঙ্গা-পদ্মা অববাহিকায় শুষ্ক মৌসুমে পানিপ্রবাহ কমে যাওয়ায় খরস্রোতা নদীগুলো এখন মরা খালে পরিণত হয়েছে। নদীর বুকে জেগে উঠেছে চর। চাষাবাদ, নৌ-যোগাযোগ ও জীববৈচিত্র্য মারাত্মক হুমকির মুখে পড়েছে। নদীতীরের মানুষ জীবিকা হারিয়ে বিকল্প পেশায় যাচ্ছেন। (24, 1703, 414, 1767)
table-cell: ৩. (784, 1832, 820, 1854)
table-row (784, 1990, 1533, 2012)
article-text: [প্রথম পৃষ্ঠার পর] আন্তর্জাতিক সম্প্রদায়ের প্রতি রোহিঙ্গা সংকটের স্থায়ী সমাধানে কার্যকর পদক্ষেপ নেওয়ার আহ্বান জানানো হয়েছে। মিয়ানমারকে রোহিঙ্গাদের নিরাপদ, স্বেচ্ছায় ও মর্যাদাপূর্ণ প্রত্যাবাসন নিশ্চিত করতে হবে বলে উল্লেখ করা হয়। (1164, 444, 1544, 491)
article-text: [পেছনের পৃষ্ঠার পর] শীত মৌসুমে বাইক্কা বিলে পরিযায়ী পাখির আগমন আগের তুলনায় কমেছে। পাখি বিশেষজ্ঞরা জলাভূমির পরিবেশ বিপর্যয়কে এর কারণ হিসেবে দেখছেন। (608, 937, 962, 984)
table-cell: ধানমন্ডি গভ. বয়েজ হাই স্কুল, ধানমন্ডি, ঢাকা (820, 1877, 1152, 1900)
byline: প্রতিদিন ডেস্ক (976, 571, 1037, 585)
headline[interactable]: ইএমবি সম্মেলনে বাংলাদেশ (448, 425, 576, 470)
article-text: [প্রথম পৃষ্ঠার পর] আন্তর্জাতিক সম্প্রদায়ের প্রতি রোহিঙ্গা সংকটের স্থায়ী সমাধানে কার্যকর পদক্ষেপ নেওয়ার আহ্বান জানানো হয়েছে। মিয়ানমারকে রোহিঙ্গাদের নিরাপদ, স্বেচ্ছায় ও মর্যাদাপূর্ণ প্রত্যাবাসন নিশ্চিত করতে হবে বলে উল্লেখ করা হয়। (1164, 232, 1544, 279)
masthead (24, 16, 1544, 74)
byline: নিজস্ব প্রতিবেদক (429, 957, 505, 971)
bottom-story (429, 1698, 764, 2350)
table-cell: এফডব্লিউভি/নিরাপত্তা প্রহরী (১৫৫২৩৫০১ থেকে ১৫৫২৫০০০ পর্যন্ত) (1151, 1832, 1532, 1854)
article-text: জাতিসংঘের সদস্য রাষ্ট্রগুলোর প্রতিনিধিদের অংশগ্রহণে অনুষ্ঠিত সম্মেলনে বাংলাদেশের প্রতিনিধি দল অংশ নেয়। সম্মেলনে টেকসই উন্নয়ন ও জলবায়ু পরিবর্তন বিষয়ে আলোচনা হয়। (429, 700, 594, 797)
article-text: [প্রথম পৃষ্ঠার পর] আইনশৃঙ্খলা রক্ষাকারী বাহিনী দ্রুত ব্যবস্থা না নিলে পরিস্থিতি আরও খারাপ হতে পারে বলে সংশ্লিষ্টরা সতর্ক করেছেন। (1164, 740, 1544, 770)
table-cell: ২. (784, 1809, 820, 1832)
article-text: মস্কোভিত্তিক গবেষণা প্রতিষ্ঠানের এক জরিপে যানজটে বিশ্বের শহরগুলোর মধ্যে দ্বিতীয় স্থানে রয়েছে ঢাকা। প্রতিবেদনে বলা হয়, রাজধানীতে একজন যাত্রী দিনে গড়ে কয়েক ঘণ্টা যানজটে আটকে থাকেন। (434, 295, 589, 408)
article-text: [পেছনের পৃষ্ঠার পর] শীত মৌসুমে বাইক্কা বিলে পরিযায়ী পাখির আগমন আগের তুলনায় কমেছে। পাখি বিশেষজ্ঞরা জলাভূমির পরিবেশ বিপর্যয়কে এর কারণ হিসেবে দেখছেন। (608, 989, 962, 1036)
article-text: জাতিসংঘের সদস্য রাষ্ট্রগুলোর প্রতিনিধিদের অংশগ্রহণে অনুষ্ঠিত সম্মেলনে বাংলাদেশের প্রতিনিধি দল অংশ নেয়। সম্মেলনে টেকসই উন্নয়ন ও জলবায়ু পরিবর্তন বিষয়ে আলোচনা হয়। (429, 598, 594, 694)
table-cell: ১. (784, 1787, 820, 1809)
column-3 (608, 90, 962, 1690)
article-text: [পেছনের পৃষ্ঠার পর] গঙ্গা-পদ্মা অববাহিকায় শুষ্ক মৌসুমে পানিপ্রবাহ কমে যাওয়ায় খরস্রোতা নদীগুলো এখন মরা খালে পরিণত হয়েছে। নদীর বুকে জেগে উঠেছে চর। চাষাবাদ, নৌ-যোগাযোগ ও জীববৈচিত্র্য মারাত্মক হুমকির মুখে পড়েছে। নদীতীরের মানুষ জীবিকা হারিয়ে বিকল্প পেশায় যাচ্ছেন। (24, 1634, 414, 1698)
sign-right: যুগ্ম সচিব (1431, 2099, 1474, 2113)
ad-title: ডায়াবেটিকস? (1171, 1448, 1295, 1483)
table-row (784, 1809, 1533, 1832)
page-number: ১১ (1470, 25, 1544, 74)
col-serial: ক্রঃ (784, 1764, 820, 1787)
article-text: [পেছনের পৃষ্ঠার পর] সভার কার্যক্রমে পার্টির চেয়ারম্যান হুসেইন মুহম্মদ এরশাদ, মহাসচিব এবং এক প্রেসিডিয়াম সদস্য উপস্থিত ছিলেন। বৈঠকে দলের আসন্ন কর্মসূচি, জেলা পর্যায়ের সাংগঠনিক অবস্থা এবং আগামী জাতীয় নির্বাচনের প্রস্তুতি নিয়ে বিস্তারিত আলোচনা হয়। নেতারা জানান, প্রতিটি জেলায় কমিটি পুনর্গঠন করা হবে। (24, 542, 414, 606)
article-text: [প্রথম পৃষ্ঠার পর] আন্তর্জাতিক সম্প্রদায়ের প্রতি রোহিঙ্গা সংকটের স্থায়ী সমাধানে কার্যকর পদক্ষেপ নেওয়ার আহ্বান জানানো হয়েছে। মিয়ানমারকে রোহিঙ্গাদের নিরাপদ, স্বেচ্ছায় ও মর্যাদাপূর্ণ প্রত্যাবাসন নিশ্চিত করতে হবে বলে উল্লেখ করা হয়। (1164, 549, 1544, 596)
table-cell: সরকারি বিজ্ঞান কলেজ, তেজগাঁও, ফার্মগেট, ঢাকা (820, 1787, 1152, 1809)
headline[interactable]: মার্চে বাঙালি জাতির (511, 1706, 683, 1730)
table-cell: ফার্মাসিস্ট/মিডওয়াইফ/মেডিকেল টেকনোলজিস্ট (১৫৫৩৪০০১ থেকে ১৫৫৩৬০০০ পর্যন্ত) (1151, 1967, 1532, 1990)
headline[interactable]: মালিন্দর ফ্লাইটে (1008, 1012, 1117, 1034)
table-cell: এফডব্লিউভি/নিরাপত্তা প্রহরী (১৫৫২৮০০১ থেকে ১৫৫২৯৫০০ পর্যন্ত) (1151, 1900, 1532, 1922)
table-cell: সিদ্ধেশ্বরী ডিগ্রি কলেজ, সিদ্ধেশ্বরী, ঢাকা (820, 1922, 1152, 1945)
gd-code: জি-৩৩৭/১৮ (৮"×৪) (783, 2142, 892, 2165)
table-row (784, 1877, 1533, 1900)
table-cell: সরকারি টিচার্স ট্রেনিং কলেজ, নিউ মার্কেট, ঢাকা (820, 1854, 1152, 1877)
dateline: মঙ্গলবার। ৬ মার্চ ২০১৮। ২২ ফাল্গুন ১৪২৪ (669, 55, 899, 71)
headline[interactable]: নেতাদের নিয়ে জেলায় (125, 373, 314, 398)
article-text: [প্রথম পৃষ্ঠার পর] মার্চ মাস বাঙালি জাতির ইতিহাসে এক গৌরবময় অধ্যায়। এই মাসেই স্বাধীনতার ডাক এসেছিল। জাতি গভীর শ্রদ্ধায় স্মরণ (429, 2316, 764, 2347)
byline: নিজস্ব প্রতিবেদক (976, 191, 1052, 204)
column-1 (24, 90, 414, 2350)
article-text: লরির ট্যাংক থেকে তেল রাস্তায় ছড়িয়ে পড়ে। খবর পেয়ে ফায়ার সার্ভিসের কর্মীরা ঘটনাস্থলে যান। পরে তেল সরিয়ে নিয়ে যানবাহন চলাচল স্বাভাবিক করা হয়। এতে প্রায় তিন ঘণ্টা সড়কে যান চলাচল বিঘ্নিত হয়। (24, 196, 414, 243)
table-cell: উপসহকারী কমিউনিটি মেডিকেল অফিসার (১৫৫৩০০০১ থেকে ১৫৫৩২০০০ পর্যন্ত) (1151, 1922, 1532, 1945)
headline[interactable]: তালেয়া রেহমানের অবস্থার অবনতি (441, 908, 582, 954)
article-text: [পেছনের পৃষ্ঠার পর] গঙ্গা-পদ্মা অববাহিকায় শুষ্ক মৌসুমে পানিপ্রবাহ কমে যাওয়ায় খরস্রোতা নদীগুলো এখন মরা খালে পরিণত হয়েছে। নদীর বুকে জেগে উঠেছে চর। চাষাবাদ, নৌ-যোগাযোগ ও জীববৈচিত্র্য মারাত্মক হুমকির মুখে পড়েছে। নদীতীরের মানুষ জীবিকা হারিয়ে বিকল্প পেশায় যাচ্ছেন। (24, 1981, 414, 2044)
table-cell: তেজগাঁও সরকারি উচ্চ বিদ্যালয়, তেজগাঁও, ঢাকা (820, 1832, 1152, 1854)
table-cell: ৪. (784, 1854, 820, 1877)
article-text: [প্রথম পৃষ্ঠার পর] যার মধ্যে অনেক প্রকল্পের কাজ নির্ধারিত সময়ে শেষ হয়নি। ফলে বরাদ্দকৃত অর্থ খরচ করতে গিয়ে মন্ত্রণালয়গুলোকে তাড়াহুড়া করতে হচ্ছে। অর্থবছরের শেষ তিন মাসে ব্যয়ের চাপ বাড়ে বলে বিশেষজ্ঞরা মনে করেন। (24, 1027, 414, 1074)
article-text: [প্রথম পৃষ্ঠার পর] মার্চ মাস বাঙালি জাতির ইতিহাসে এক গৌরবময় অধ্যায়। এই মাসেই স্বাধীনতার ডাক এসেছিল। জাতি গভীর শ্রদ্ধায় স্মরণ করে মহান মুক্তিযুদ্ধের শহীদদের। (429, 2052, 764, 2099)
sign-right: স্বাস্থ্য ও শিক্ষা পরিবার কল্যাণ বিভাগ (1372, 2118, 1533, 2132)
article-text: [পেছনের পৃষ্ঠার পর] সভার কার্যক্রমে পার্টির চেয়ারম্যান হুসেইন মুহম্মদ এরশাদ, মহাসচিব এবং এক প্রেসিডিয়াম সদস্য উপস্থিত ছিলেন। বৈঠকে দলের আসন্ন কর্মসূচি, জেলা পর্যায়ের সাংগঠনিক অবস্থা এবং আগামী জাতীয় নির্বাচনের প্রস্তুতি নিয়ে বিস্তারিত আলোচনা হয়। নেতারা জানান, প্রতিটি জেলায় কমিটি পুনর্গঠন করা হবে। (24, 611, 414, 675)
article-text: দেশের প্রথম যোগাযোগ উপগ্রহ বঙ্গবন্ধু স্যাটেলাইট-১ এপ্রিলে উৎক্ষেপণ করা হবে। নিউইয়র্কে বিটিআরসি চেয়ারম্যান এ তথ্য জানান। (976, 679, 1149, 758)
article-text: [পেছনের পৃষ্ঠার পর] সভার কার্যক্রমে পার্টির চেয়ারম্যান হুসেইন মুহম্মদ এরশাদ, মহাসচিব এবং এক প্রেসিডিয়াম সদস্য উপস্থিত ছিলেন। বৈঠকে দলের আসন্ন কর্মসূচি, জেলা পর্যায়ের সাংগঠনিক অবস্থা এবং আগামী জাতীয় নির্বাচনের প্রস্তুতি নিয়ে বিস্তারিত আলোচনা হয়। নেতারা জানান, প্রতিটি জেলায় কমিটি পুনর্গঠন করা হবে। (24, 819, 414, 883)
article-text: [পেছনের পৃষ্ঠার পর] পরে ছাত্রীর পরিবারের পক্ষ থেকে থানায় মামলা দায়ের করা হয়। পুলিশ অভিযুক্তকে গ্রেফতারে অভিযান চালাচ্ছে। স্থানীয়রা দোষীর দৃষ্টান্তমূলক শাস্তি দাবি করেছেন। (608, 417, 962, 464)
article-text: [প্রথম পৃষ্ঠার পর] যার মধ্যে অনেক প্রকল্পের কাজ নির্ধারিত সময়ে শেষ হয়নি। ফলে বরাদ্দকৃত অর্থ খরচ করতে গিয়ে মন্ত্রণালয়গুলোকে তাড়াহুড়া করতে হচ্ছে। অর্থবছরের শেষ তিন মাসে ব্যয়ের চাপ বাড়ে বলে বিশেষজ্ঞরা মনে করেন। (24, 974, 414, 1021)
table-cell: ৮. (784, 1945, 820, 1967)
article-text: [প্রথম পৃষ্ঠার পর] আন্তর্জাতিক সম্প্রদায়ের প্রতি রোহিঙ্গা সংকটের স্থায়ী সমাধানে কার্যকর পদক্ষেপ নেওয়ার আহ্বান জানানো হয়েছে। মিয়ানমারকে রোহিঙ্গাদের নিরাপদ, স্বেচ্ছায় ও মর্যাদাপূর্ণ প্রত্যাবাসন নিশ্চিত করতে হবে বলে উল্লেখ করা হয়। (1164, 179, 1544, 226)
article-text: [পেছনের পৃষ্ঠার পর] গঙ্গা-পদ্মা অববাহিকায় শুষ্ক মৌসুমে পানিপ্রবাহ কমে যাওয়ায় খরস্রোতা নদীগুলো এখন মরা খালে পরিণত হয়েছে। নদীর বুকে জেগে উঠেছে চর। চাষাবাদ, নৌ-যোগাযোগ ও জীববৈচিত্র্য মারাত্মক হুমকির মুখে পড়েছে। নদীতীরের মানুষ জীবিকা হারিয়ে বিকল্প পেশায় যাচ্ছেন। (24, 1773, 414, 1836)
notice-signature (783, 2077, 1533, 2135)
sign-left: মহাপরিচালক মহোদয়ের অনুমোদনক্রমে। (783, 2080, 959, 2093)
headline[interactable]: ছাত্রীকে ধর্ষণের পর (705, 335, 864, 359)
article-text: [প্রথম পৃষ্ঠার পর] আন্তর্জাতিক সম্প্রদায়ের প্রতি রোহিঙ্গা সংকটের স্থায়ী সমাধানে কার্যকর পদক্ষেপ নেওয়ার আহ্বান জানানো হয়েছে। মিয়ানমারকে রোহিঙ্গাদের নিরাপদ, স্বেচ্ছায় ও মর্যাদাপূর্ণ প্রত্যাবাসন নিশ্চিত করতে হবে বলে উল্লেখ করা হয়। (1164, 391, 1544, 437)
table-cell: ৫. (784, 1877, 820, 1900)
article-text: [প্রথম পৃষ্ঠার পর] মার্চ মাস বাঙালি জাতির ইতিহাসে এক গৌরবময় অধ্যায়। এই মাসেই স্বাধীনতার ডাক এসেছিল। জাতি গভীর শ্রদ্ধায় স্মরণ করে মহান মুক্তিযুদ্ধের শহীদদের। (429, 1946, 764, 1993)
section-title: খবর (760, 21, 808, 53)
article-text: [প্রথম পৃষ্ঠার পর] সরকারি চাকরিতে কোটা পদ্ধতি সংস্কারের দাবিতে শিক্ষার্থীরা আন্দোলন করে আসছেন। তারা বলছেন, মেধার ভিত্তিতে নিয়োগ নিশ্চিত করতে কোটা সংস্কার জরুরি। (608, 503, 962, 549)
article-text: মস্কোভিত্তিক গবেষণা প্রতিষ্ঠানের এক জরিপে যানজটে বিশ্বের শহরগুলোর মধ্যে দ্বিতীয় স্থানে রয়েছে ঢাকা। প্রতিবেদনে বলা হয়, রাজধানীতে একজন যাত্রী দিনে গড়ে কয়েক ঘণ্টা যানজটে আটকে থাকেন। (434, 176, 589, 289)
sign-right: পরিচালক (প্রশাসন) ও (1402, 2080, 1503, 2093)
table-row (784, 1922, 1533, 1945)
ad-title: নটর ডেম ইংলিশ (1001, 1451, 1120, 1472)
table-cell: সেন্ট্রাল মহিলা কলেজ, টিকাটুলি, ঢাকা (820, 1945, 1152, 1967)
article-text: সাবেক সংসদ সদস্য তালেয়া রেহমানের শারীরিক অবস্থার অবনতি হয়েছে। তাকে রাজধানীর একটি হাসপাতালের নিবিড় পরিচর্যা কেন্দ্রে চিকিৎসা দেওয়া হচ্ছে বলে পরিবারের সদস্যরা জানিয়েছেন। (429, 1286, 594, 1382)
column-divider (969, 90, 970, 1690)
article-text: [পেছনের পৃষ্ঠার পর] গঙ্গা-পদ্মা অববাহিকায় শুষ্ক মৌসুমে পানিপ্রবাহ কমে যাওয়ায় খরস্রোতা নদীগুলো এখন মরা খালে পরিণত হয়েছে। নদীর বুকে জেগে উঠেছে চর। চাষাবাদ, নৌ-যোগাযোগ ও জীববৈচিত্র্য মারাত্মক হুমকির মুখে পড়েছে। নদীতীরের মানুষ জীবিকা হারিয়ে বিকল্প পেশায় যাচ্ছেন। (24, 1357, 414, 1419)
article-text: [দ্বিতীয় পৃষ্ঠার পর] একসময় দেশের প্রধান অর্থকরী ফসল ছিল পাট। কিন্তু নানা ষড়যন্ত্রে এই খাত (429, 1642, 594, 1689)
article-text: দেশের বিভিন্ন খাতে দুর্নীতির প্রসার ঘটেছে উল্লেখ করে নাগরিক ঐক্যের আহ্বায়ক মাহমুদুর রহমান মান্না বলেছেন, সাধারণ মানুষকে সঙ্গে নিয়ে দুর্নীতিবিরোধী আন্দোলন গড়ে তোলা হবে। (976, 212, 1149, 309)
headline[interactable]: আসন ও ক্ষমতার ভাগে (688, 663, 882, 688)
article-text: [পেছনের পৃষ্ঠার পর] গঙ্গা-পদ্মা অববাহিকায় শুষ্ক মৌসুমে পানিপ্রবাহ কমে যাওয়ায় খরস্রোতা নদীগুলো এখন মরা খালে পরিণত হয়েছে। নদীর বুকে জেগে উঠেছে চর। চাষাবাদ, নৌ-যোগাযোগ ও জীববৈচিত্র্য মারাত্মক হুমকির মুখে পড়েছে। নদীতীরের মানুষ জীবিকা হারিয়ে বিকল্প পেশায় যাচ্ছেন। (24, 1495, 414, 1559)
article-text: জাতিসংঘের সদস্য রাষ্ট্রগুলোর প্রতিনিধিদের অংশগ্রহণে অনুষ্ঠিত সম্মেলনে বাংলাদেশের প্রতিনিধি দল অংশ নেয়। সম্মেলনে টেকসই উন্নয়ন ও জলবায়ু পরিবর্তন বিষয়ে আলোচনা হয়। (429, 803, 594, 899)
article-text: [প্রথম পৃষ্ঠার পর] সরকারি চাকরিতে কোটা পদ্ধতি সংস্কারের দাবিতে শিক্ষার্থীরা আন্দোলন করে আসছেন। তারা বলছেন, মেধার ভিত্তিতে নিয়োগ নিশ্চিত করতে কোটা সংস্কার জরুরি। (608, 555, 962, 602)
table-cell: অফিস সহকারী কাম কম্পিউটার মুদ্রাক্ষরিক (১৫৫৩৬০০১ থেকে ১৫৫৩৮০০০ পর্যন্ত) (1151, 1990, 1532, 2012)
byline: নিজস্ব প্রতিবেদক, চট্টগ্রাম (976, 816, 1091, 830)
